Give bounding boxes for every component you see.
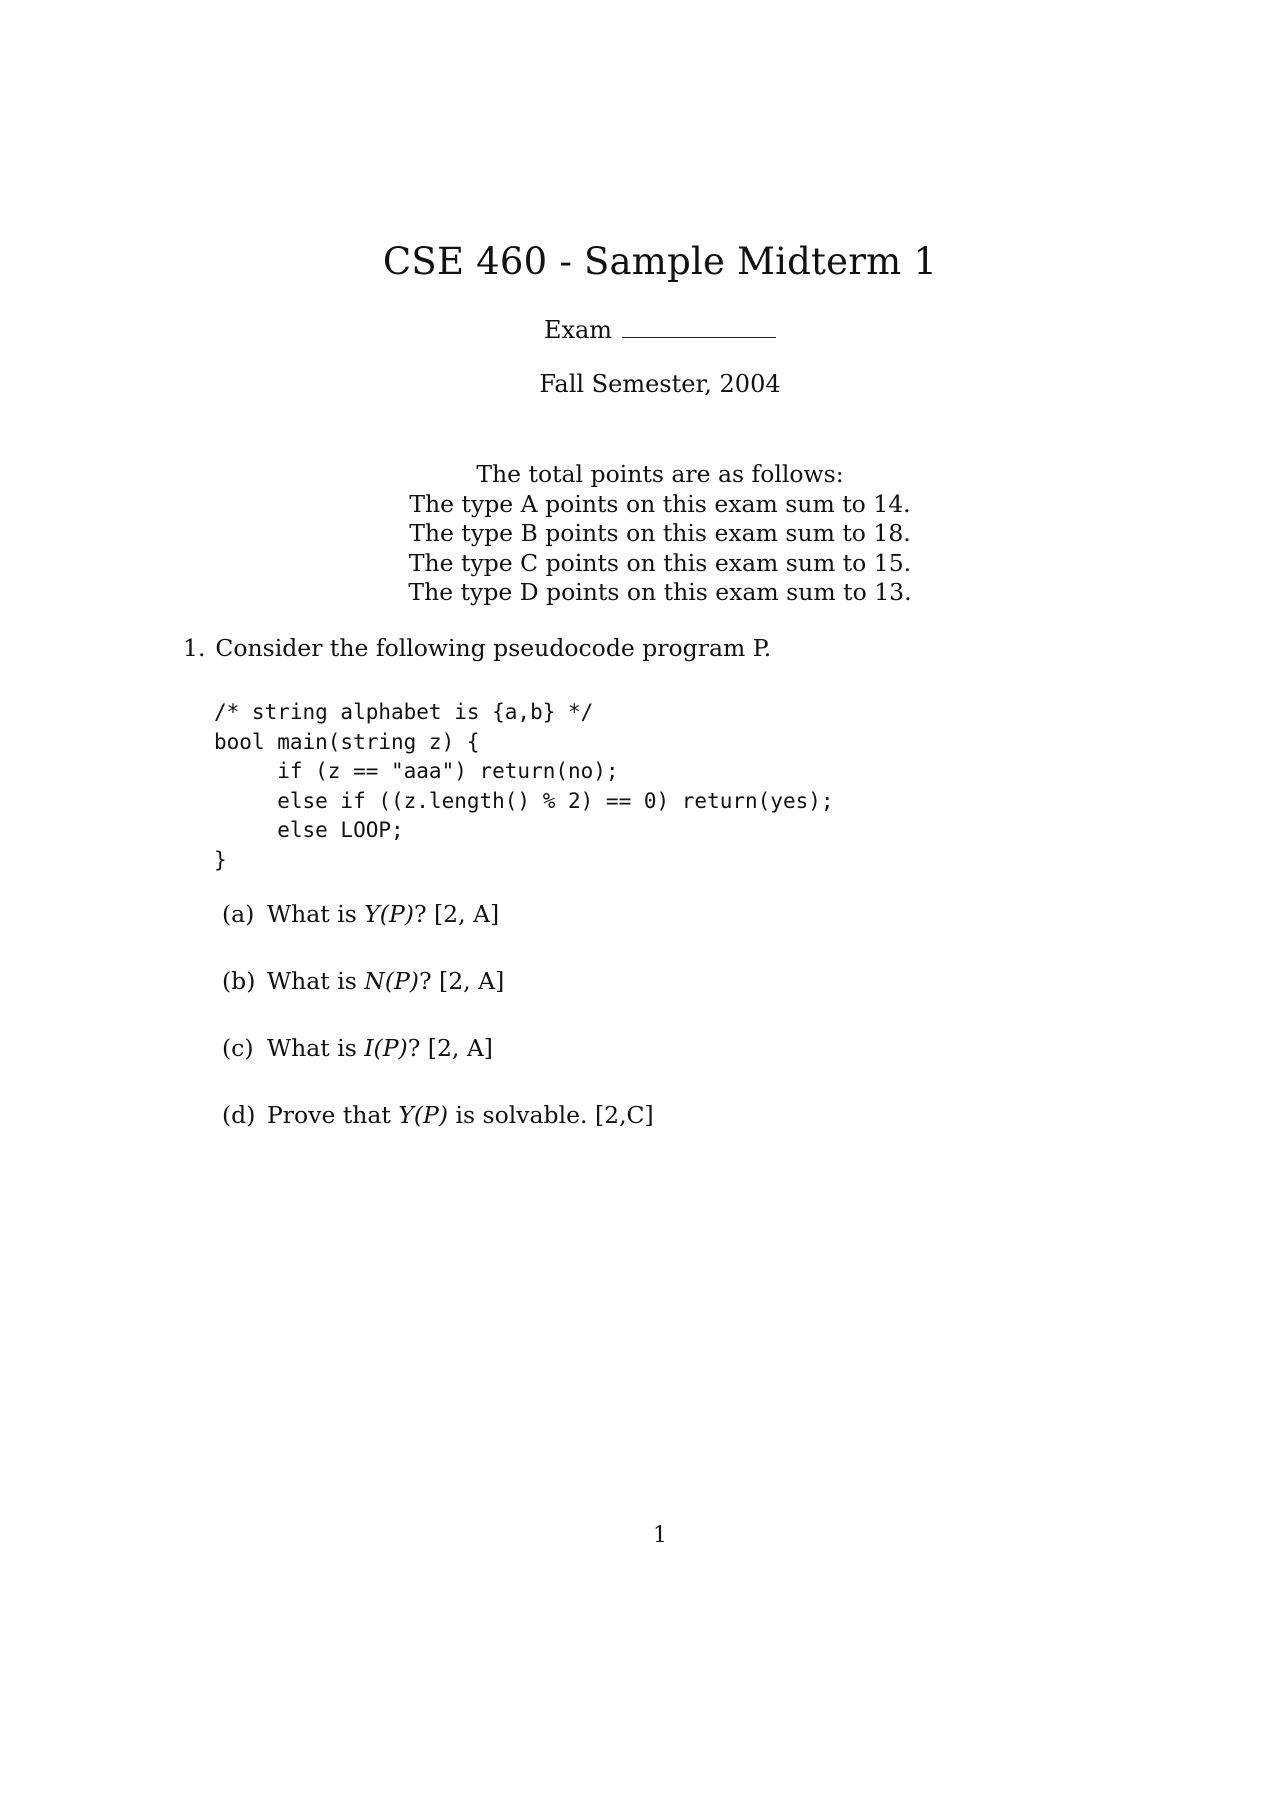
question-number: 1. <box>183 634 206 662</box>
math-expression: N(P) <box>364 967 419 995</box>
points-line-d: The type D points on this exam sum to 13. <box>408 578 912 606</box>
code-line: else if ((z.length() % 2) == 0) return(yes); <box>214 788 834 813</box>
subquestion-text: What is <box>267 967 365 995</box>
subquestion-c <box>222 1034 493 1062</box>
subquestion-text: Prove that <box>267 1101 399 1129</box>
subquestion-label: (d) <box>222 1101 256 1129</box>
code-line: } <box>214 847 227 872</box>
subquestion-points: ? [2, A] <box>413 900 500 928</box>
math-expression: Y(P) <box>398 1101 449 1129</box>
math-expression: I(P) <box>364 1034 408 1062</box>
points-intro: The total points are as follows: <box>476 460 844 488</box>
points-line-b: The type B points on this exam sum to 18. <box>409 519 911 547</box>
code-line: else LOOP; <box>214 818 404 842</box>
points-summary <box>0 460 1280 608</box>
exam-blank-line <box>622 317 776 338</box>
exam-title: CSE 460 - Sample Midterm 1 <box>382 240 938 283</box>
subquestion-text: What is <box>267 1034 365 1062</box>
pseudocode-block <box>214 698 834 875</box>
subquestion-a <box>222 900 499 928</box>
subquestion-points: is solvable. [2,C] <box>448 1101 654 1129</box>
subquestion-b <box>222 967 504 995</box>
exam-name-line <box>0 316 1280 344</box>
question-1 <box>183 634 771 662</box>
page-number: 1 <box>653 1523 667 1548</box>
subquestion-label: (b) <box>222 967 256 995</box>
code-line: bool main(string z) { <box>214 729 480 754</box>
subquestion-label: (c) <box>222 1034 254 1062</box>
semester: Fall Semester, 2004 <box>539 370 781 398</box>
subquestion-label: (a) <box>222 900 255 928</box>
subquestion-points: ? [2, A] <box>418 967 505 995</box>
subquestion-d <box>222 1101 654 1129</box>
code-line: if (z == "aaa") return(no); <box>214 759 619 783</box>
exam-label: Exam <box>543 316 613 344</box>
question-text: Consider the following pseudocode program P. <box>215 634 772 662</box>
subquestion-points: ? [2, A] <box>407 1034 493 1062</box>
subquestion-text: What is <box>267 900 365 928</box>
points-line-a: The type A points on this exam sum to 14. <box>409 489 911 518</box>
points-line-c: The type C points on this exam sum to 15. <box>408 548 912 577</box>
math-expression: Y(P) <box>364 900 414 928</box>
code-line: /* string alphabet is {a,b} */ <box>214 700 594 724</box>
